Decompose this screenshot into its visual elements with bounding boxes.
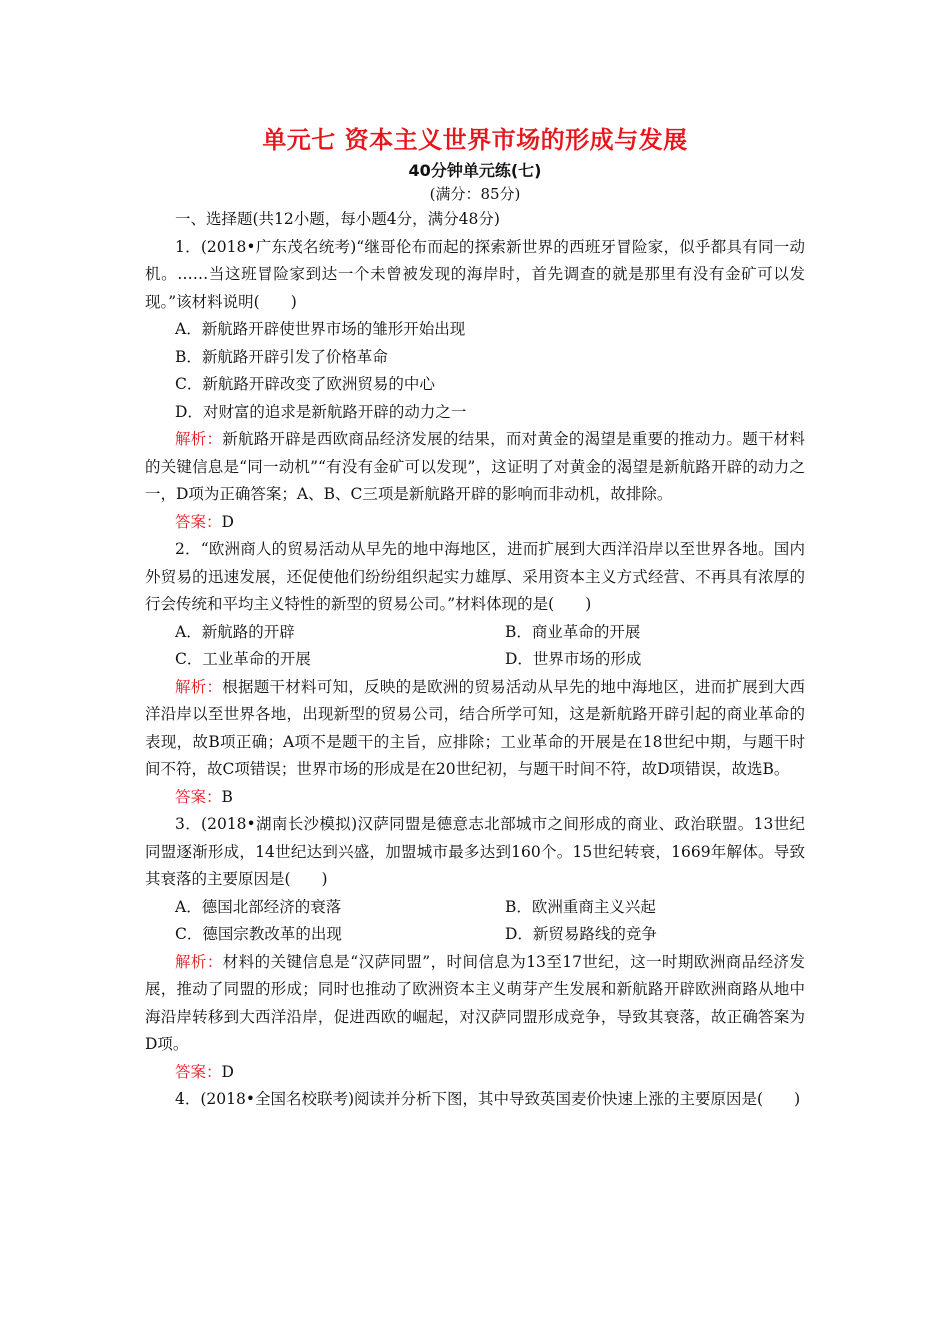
question-3-option-a: A．德国北部经济的衰落: [175, 897, 342, 916]
answer-label: 答案：: [175, 1062, 222, 1081]
question-2-option-d: D．世界市场的形成: [505, 650, 642, 668]
exercise-subtitle: 40分钟单元练(七): [408, 161, 542, 180]
answer-label: 答案：: [175, 512, 222, 531]
question-3-analysis: [145, 949, 805, 1059]
section-heading: 一、选择题(共12小题，每小题4分，满分48分): [175, 210, 500, 228]
question-3-option-d: D．新贸易路线的竞争: [505, 925, 657, 943]
question-3-option-c: C．德国宗教改革的出现: [175, 925, 342, 943]
full-score: (满分：85分): [429, 185, 521, 203]
question-1-option-d: D．对财富的追求是新航路开辟的动力之一: [175, 402, 467, 421]
question-1-answer: [145, 509, 805, 537]
question-3-answer-value: D: [221, 1062, 234, 1081]
question-1-analysis-text: 新航路开辟是西欧商品经济发展的结果，而对黄金的渴望是重要的推动力。题干材料的关键信息是“同一动机”“有没有金矿可以发现”，这证明了对黄金的渴望是新航路开辟的动力之一，D项为正确答案；A、B、C三项是新航路开辟的影响而非动机，故排除。: [145, 430, 805, 503]
question-4-stem: 4．(2018•全国名校联考)阅读并分析下图，其中导致英国麦价快速上涨的主要原因是( ): [175, 1090, 801, 1108]
analysis-label: 解析：: [175, 952, 223, 971]
question-2-option-b: B．商业革命的开展: [505, 622, 641, 641]
question-3-options-row-1: [145, 894, 805, 922]
question-3-option-b: B．欧洲重商主义兴起: [505, 897, 656, 916]
question-2-options-row-2: [145, 646, 805, 674]
question-3-analysis-text: 材料的关键信息是“汉萨同盟”，时间信息为13至17世纪，这一时期欧洲商品经济发展，推动了同盟的形成；同时也推动了欧洲资本主义萌芽产生发展和新航路开辟欧洲商路从地中海沿岸转移到大西洋沿岸，促进西欧的崛起，对汉萨同盟形成竞争，导致其衰落，故正确答案为D项。: [145, 952, 805, 1053]
question-2-answer-value: B: [221, 787, 233, 806]
question-2-option-c: C．工业革命的开展: [175, 650, 311, 668]
question-1-stem: 1．(2018•广东茂名统考)“继哥伦布而起的探索新世界的西班牙冒险家，似乎都具有同一动机。……当这班冒险家到达一个未曾被发现的海岸时，首先调查的就是那里有没有金矿可以发现。”该材料说明( ): [145, 237, 805, 311]
question-1-option-c: C．新航路开辟改变了欧洲贸易的中心: [175, 375, 435, 393]
question-2-analysis-text: 根据题干材料可知，反映的是欧洲的贸易活动从早先的地中海地区，进而扩展到大西洋沿岸以至世界各地，出现新型的贸易公司，结合所学可知，这是新航路开辟引起的商业革命的表现，故B项正确；A项不是题干的主旨，应排除；工业革命的开展是在18世纪中期，与题干时间不符，故C项错误；世界市场的形成是在20世纪初，与题干时间不符，故D项错误，故选B。: [145, 677, 805, 778]
question-3-stem: 3．(2018•湖南长沙模拟)汉萨同盟是德意志北部城市之间形成的商业、政治联盟。13世纪同盟逐渐形成，14世纪达到兴盛，加盟城市最多达到160个。15世纪转衰，1669年解体。导致其衰落的主要原因是( ): [145, 815, 805, 888]
document-body: [145, 206, 805, 1114]
question-3-options-row-2: [145, 921, 805, 949]
unit-title: 单元七 资本主义世界市场的形成与发展: [262, 126, 688, 154]
answer-label: 答案：: [175, 787, 222, 806]
question-2-analysis: [145, 674, 805, 784]
question-1-option-a: A．新航路开辟使世界市场的雏形开始出现: [175, 320, 466, 338]
question-2-stem: 2．“欧洲商人的贸易活动从早先的地中海地区，进而扩展到大西洋沿岸以至世界各地。国内外贸易的迅速发展，还促使他们纷纷组织起实力雄厚、采用资本主义方式经营、不再具有浓厚的行会传统和平均主义特性的新型的贸易公司。”材料体现的是( ): [145, 540, 805, 613]
question-3-answer: [145, 1059, 805, 1087]
question-2-answer: [145, 784, 805, 812]
analysis-label: 解析：: [175, 677, 223, 696]
question-2-option-a: A．新航路的开辟: [175, 622, 295, 641]
question-1-option-b: B．新航路开辟引发了价格革命: [175, 347, 388, 366]
question-1-analysis: [145, 426, 805, 509]
question-2-options-row-1: [145, 619, 805, 647]
analysis-label: 解析：: [175, 430, 223, 448]
question-1-answer-value: D: [221, 512, 234, 531]
